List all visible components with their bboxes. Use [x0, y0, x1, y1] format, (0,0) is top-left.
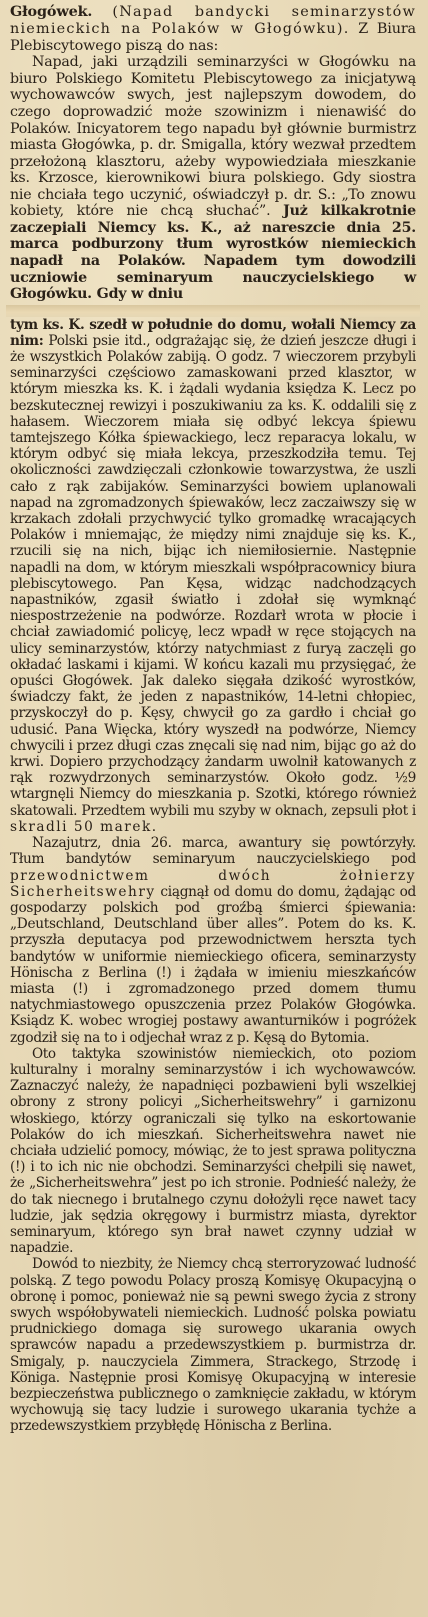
paragraph: Oto taktyka szowinistów niemieckich, oto poziom kulturalny i moralny seminarzystów i ich wychowawców. Zaznaczyć należy, że napadnięci pozbawieni byli wszelkiej obrony z strony policyi „Sicherheitswehry” i garnizonu włoskiego, którzy ograniczali się tylko na eskortowanie Polaków do ich mieszkań. Sicherheitswehra nawet nie chciała udzielić pomocy, mówiąc, że to jest sprawa polityczna (!) i to ich nic nie obchodzi. Seminarzyści chełpili się nawet, że „Sicherheitswehra” jest po ich stronie. Podnieść należy, że do tak niecnego i brutalnego czynu dołożyli ręce nawet tacy ludzie, jak sędzia okręgowy i burmistrz miasta, dyrektor seminaryum, którego syn brał nawet czynny udział w napadzie.: [10, 1045, 416, 1257]
dateline: Głogówek.: [10, 3, 93, 20]
paragraph-text: ciągnął od domu do domu, żądając od gospodarzy polskich pod groźbą śmierci śpiewania: „Deutschland, Deutschland über alles”. Potem do ks. K. przyszła deputacya pod przewodnictwem herszta tych bandytów w uniformie niemieckiego oficera, seminarzysty Hönischa z Berlina (!) i żądała w imieniu mieszkańców miasta (!) i zgromadzonego przed domem tłumu natychmiastowego opuszczenia przez Polaków Głogówka. Ksiądz K. wobec wrogiej postawy awanturników i pogróżek zgodził się na to i odjechał wraz z p. Kęsą do Bytomia.: [10, 883, 416, 1046]
paragraph-text: Polski psie itd., odgrażając się, że dzień jeszcze długi i że wszystkich Polaków zabiją. O godz. 7 wieczorem przybyli seminarzyści częściowo zamaskowani przed klasztor, w którym mieszka ks. K. i żądali wydania księdza K. Lecz po bezskutecznej rewizyi i poszukiwaniu za ks. K. oddalili się z hałasem. Wieczorem miała się odbyć lekcya śpiewu tamtejszego Kółka śpiewackiego, lecz reparacya lokalu, w którym odbyć się miała lekcya, przeszkodziła temu. Tej okoliczności zawdzięczali członkowie towarzystwa, że uszli cało z rąk zabijaków. Seminarzyści bowiem uplanowali napad na zgromadzonych śpiewaków, lecz zaczaiwszy się w krzakach zdołali przychwycić tylko gromadkę wracających Polaków i mniemając, że między nimi znajduje się ks. K., rzucili się na nich, bijąc ich niemiłosiernie. Następnie napadli na dom, w którym mieszkali współpracownicy biura plebiscytowego. Pan Kęsa, widząc nadchodzących napastników, zgasił światło i zdołał się wymknąć niespostrzeżenie na podwórze. Rozdarł wrota w płocie i chciał zawiadomić policyę, lecz wpadł w ręce stojących na ulicy seminarzystów, którzy natychmiast z furyą zaczęli go okładać laskami i kijami. W końcu kazali mu przysięgać, że opuści Głogówek. Jak daleko sięgała dzikość wyrostków, świadczy fakt, że jeden z napastników, 14-letni chłopiec, przyskoczył do p. Kęsy, chwycił go za gardło i chciał go udusić. Pana Więcka, który wyszedł na podwórze, Niemcy chwycili i przez długi czas znęcali się nad nim, bijąc go aż do krwi. Dopiero przychodzący żandarm uwolnił katowanych z rąk rozwydrzonych seminarzystów. Około godz. ½9 wtargnęli Niemcy do mieszkania p. Szotki, którego również skatowali. Przedtem wybili mu szyby w oknach, zepsuli płot i: [10, 332, 416, 819]
paragraph-bold-text: tym ks. K. szedł w południe do domu, wołali Niemcy za nim:: [10, 316, 416, 349]
article-title: (Napad bandycki seminarzystów niemieckich na Polaków w Głogówku).: [10, 4, 416, 37]
article-heading: [10, 4, 416, 54]
paragraph-spaced-text: przewodnictwem dwóch żołnierzy Sicherheitswehry: [10, 867, 416, 900]
paragraph: Dowód to niezbity, że Niemcy chcą sterroryzować ludność polską. Z tego powodu Polacy proszą Komisyę Okupacyjną o obronę i pomoc, ponieważ nie są pewni swego życia z strony swych współobywateli niemieckich. Ludność polska powiatu prudnickiego domaga się surowego ukarania owych sprawców napadu a przedewszystkiem p. burmistrza dr. Smigaly, p. nauczyciela Zimmera, Strackego, Strzodę i Königa. Następnie prosi Komisyę Okupacyjną w interesie bezpieczeństwa publicznego o zamknięcie zakładu, w którym wychowują się tacy ludzie i surowego ukarania tychże a przedewszystkiem przybłędę Hönischa z Berlina.: [10, 1256, 416, 1435]
article-column-middle: [10, 317, 416, 1046]
column-seam: [6, 305, 420, 317]
article-column-top: [10, 54, 416, 302]
paragraph-text: Napad, jaki urządzili seminarzyści w Głogówku na biuro Polskiego Komitetu Plebiscytowego za inicjatywą wychowawców swych, jest najlepszym dowodem, do czego doprowadzić może szowinizm i nienawiść do Polaków. Inicyatorem tego napadu był głównie burmistrz miasta Głogówka, p. dr. Smigalla, który wezwał przedtem przełożoną klasztoru, ażeby wypowiedziała mieszkanie ks. Krzosce, kierownikowi biura polskiego. Gdy siostra nie chciała tego uczynić, oświadczył p. dr. S.: „To znowu kobiety, które nie chcą słuchać”.: [10, 54, 416, 220]
paragraph-text: Nazajutrz, dnia 26. marca, awantury się powtórzyły. Tłum bandytów seminaryum nauczycielskiego pod: [10, 835, 416, 868]
paragraph-spaced-text: skradli 50 marek.: [10, 818, 158, 835]
article-lead: Z Biura Plebiscytowego piszą do nas:: [10, 20, 416, 54]
news-article: [10, 4, 416, 1435]
article-column-bottom: [10, 1046, 416, 1435]
paragraph: [10, 54, 416, 302]
paragraph: [10, 317, 416, 836]
paragraph-bold-text: Już kilkakrotnie zaczepiali Niemcy ks. K., aż nareszcie dnia 25. marca podburzony tłum wyrostków niemieckich napadł na Polaków. Napadem tym dowodzili uczniowie seminaryum nauczycielskiego w Głogówku. Gdy w dniu: [10, 203, 417, 303]
paragraph: [10, 835, 416, 1046]
